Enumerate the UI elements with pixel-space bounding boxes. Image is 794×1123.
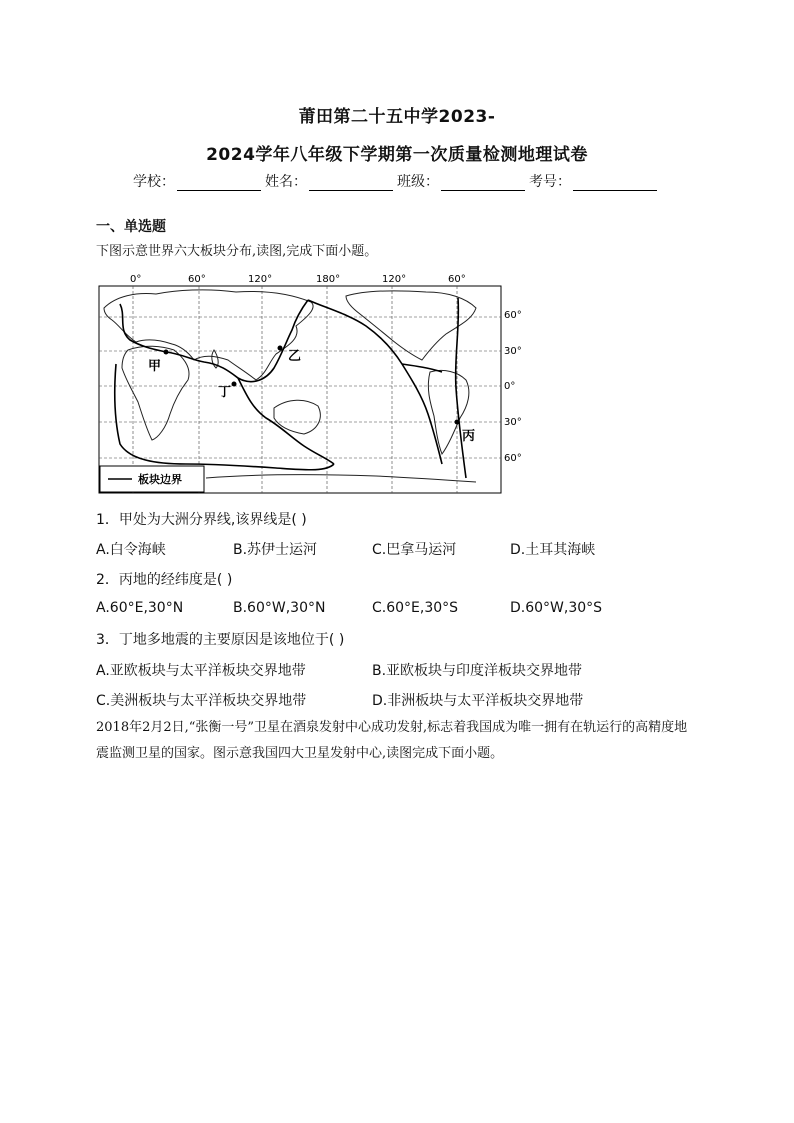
label-jia: 甲 bbox=[148, 359, 162, 374]
question-3-stem: 3．丁地多地震的主要原因是该地位于( ) bbox=[96, 632, 345, 648]
exam-number-field[interactable] bbox=[529, 171, 657, 191]
exam-number-label: 考号： bbox=[529, 174, 571, 190]
section-heading-single-choice: 一、单选题 bbox=[96, 219, 166, 235]
lon-label-0: 0° bbox=[130, 274, 142, 285]
class-label: 班级： bbox=[397, 174, 439, 190]
question-2-option-a[interactable]: A.60°E,30°N bbox=[96, 600, 184, 616]
lon-label-180: 180° bbox=[316, 274, 341, 285]
point-bing bbox=[455, 420, 460, 425]
plate-boundary-map bbox=[96, 268, 526, 498]
label-yi: 乙 bbox=[288, 349, 302, 364]
lat-label-30n: 30° bbox=[504, 346, 522, 357]
question-3-option-b[interactable]: B.亚欧板块与印度洋板块交界地带 bbox=[372, 663, 583, 679]
title-line-1: 莆田第二十五中学2023- bbox=[298, 107, 496, 127]
title-line-2: 2024学年八年级下学期第一次质量检测地理试卷 bbox=[206, 145, 588, 165]
school-field[interactable] bbox=[133, 171, 261, 191]
legend-label: 板块边界 bbox=[138, 473, 182, 486]
question-1-option-a[interactable]: A.白令海峡 bbox=[96, 542, 166, 558]
class-blank[interactable] bbox=[441, 176, 525, 191]
question-2-option-c[interactable]: C.60°E,30°S bbox=[372, 600, 459, 616]
point-jia bbox=[164, 350, 169, 355]
question-2-option-d[interactable]: D.60°W,30°S bbox=[510, 600, 603, 616]
question-3-option-a[interactable]: A.亚欧板块与太平洋板块交界地带 bbox=[96, 663, 306, 679]
lon-label-60w: 60° bbox=[448, 274, 466, 285]
school-blank[interactable] bbox=[177, 176, 261, 191]
name-blank[interactable] bbox=[309, 176, 393, 191]
exam-number-blank[interactable] bbox=[573, 176, 657, 191]
label-ding: 丁 bbox=[218, 385, 232, 400]
class-field[interactable] bbox=[397, 171, 525, 191]
lat-label-60s: 60° bbox=[504, 453, 522, 464]
lon-label-60: 60° bbox=[188, 274, 206, 285]
lat-label-60n: 60° bbox=[504, 310, 522, 321]
student-info-row bbox=[0, 171, 794, 191]
section2-paragraph: 2018年2月2日,“张衡一号”卫星在酒泉发射中心成功发射,标志着我国成为唯一拥有在轨运行的高精度地震监测卫星的国家。图示意我国四大卫星发射中心,读图完成下面小题。 bbox=[96, 720, 688, 761]
question-2-stem: 2．丙地的经纬度是( ) bbox=[96, 572, 233, 588]
school-label: 学校： bbox=[133, 174, 175, 190]
lat-label-0: 0° bbox=[504, 381, 516, 392]
label-bing: 丙 bbox=[462, 429, 476, 444]
section-intro: 下图示意世界六大板块分布,读图,完成下面小题。 bbox=[96, 244, 378, 259]
point-yi bbox=[278, 346, 283, 351]
question-1-option-c[interactable]: C.巴拿马运河 bbox=[372, 542, 457, 558]
question-1-option-d[interactable]: D.土耳其海峡 bbox=[510, 542, 596, 558]
question-2-option-b[interactable]: B.60°W,30°N bbox=[233, 600, 326, 616]
question-3-option-d[interactable]: D.非洲板块与太平洋板块交界地带 bbox=[372, 693, 584, 709]
question-1-option-b[interactable]: B.苏伊士运河 bbox=[233, 542, 318, 558]
lat-label-30s: 30° bbox=[504, 417, 522, 428]
name-field[interactable] bbox=[265, 171, 393, 191]
lon-label-120w: 120° bbox=[382, 274, 407, 285]
question-3-option-c[interactable]: C.美洲板块与太平洋板块交界地带 bbox=[96, 693, 307, 709]
name-label: 姓名： bbox=[265, 174, 307, 190]
question-1-stem: 1．甲处为大洲分界线,该界线是( ) bbox=[96, 512, 307, 528]
lon-label-120e: 120° bbox=[248, 274, 273, 285]
point-ding bbox=[232, 382, 237, 387]
